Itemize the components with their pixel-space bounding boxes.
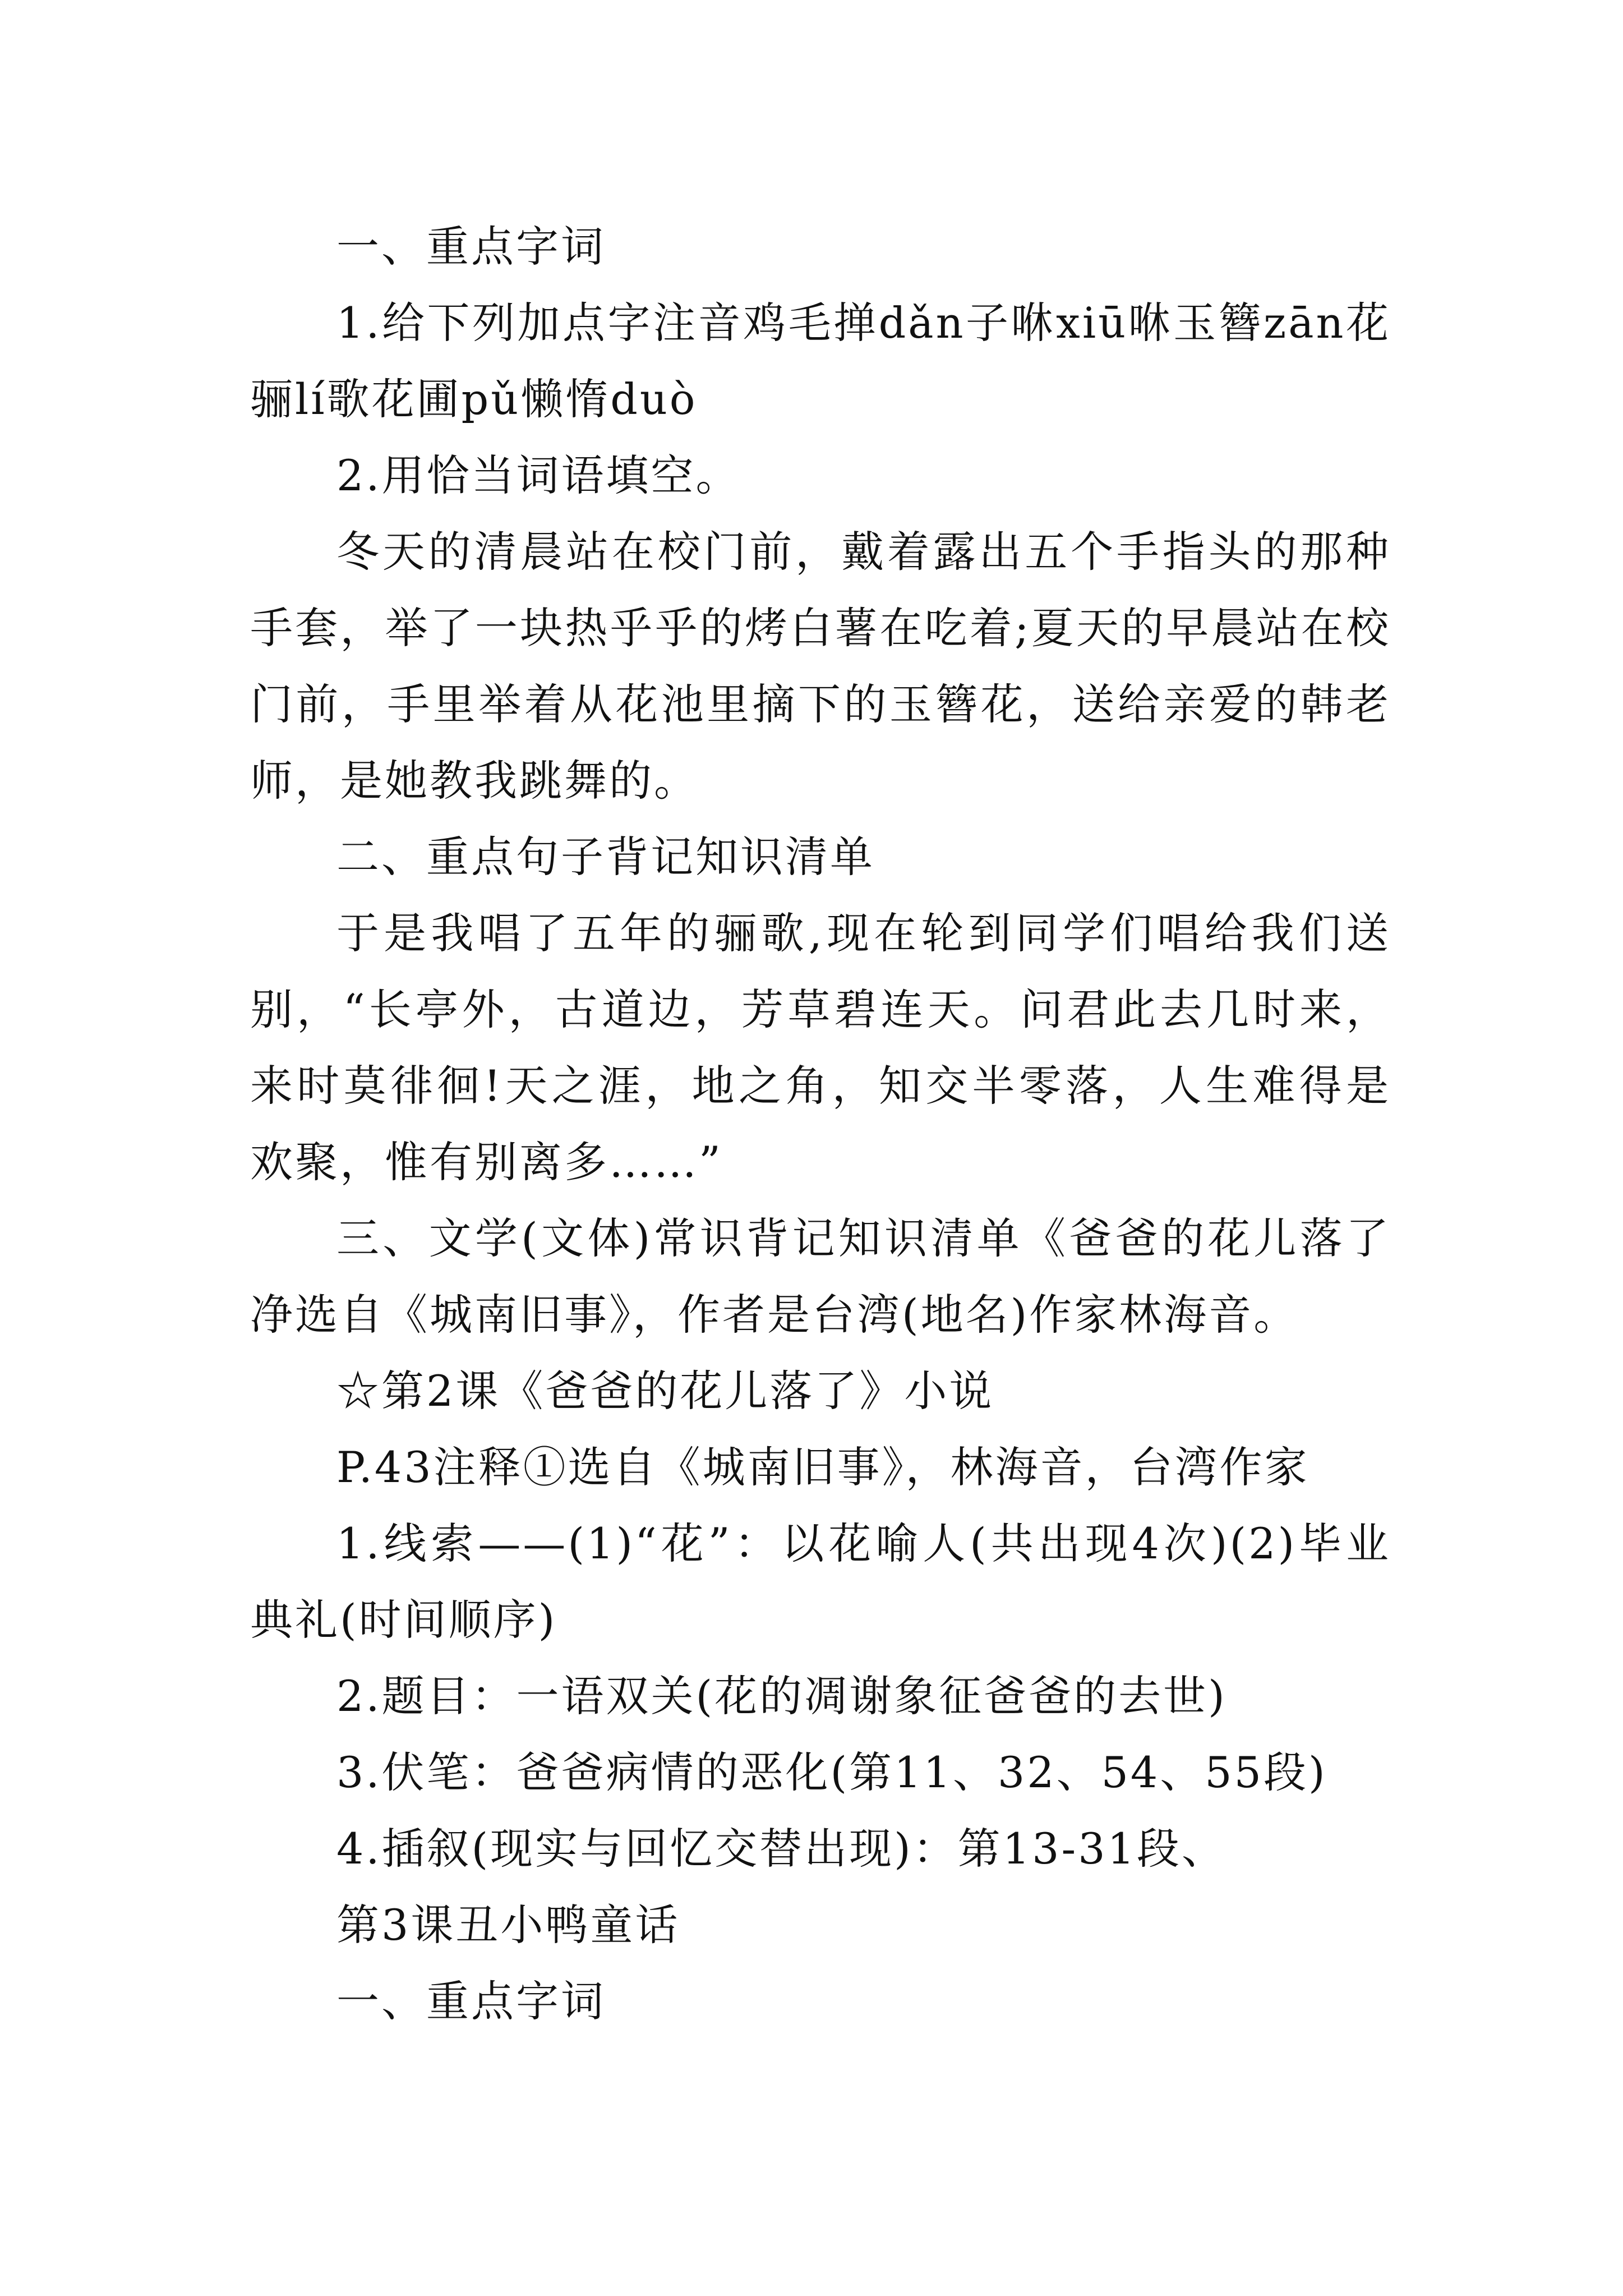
document-body <box>250 209 1391 2040</box>
body-paragraph: 于是我唱了五年的骊歌,现在轮到同学们唱给我们送别，“长亭外，古道边，芳草碧连天。问君此去几时来，来时莫徘徊!天之涯，地之角，知交半零落，人生难得是欢聚，惟有别离多……” <box>250 908 1391 1187</box>
section-heading: 一、重点字词 <box>336 222 606 272</box>
note-line: P.43注释①选自《城南旧事》，林海音，台湾作家 <box>336 1442 1310 1492</box>
list-item: 1.线索——(1)“花”：以花喻人(共出现4次)(2)毕业典礼(时间顺序) <box>250 1519 1391 1645</box>
section-heading: 三、文学(文体)常识背记知识清单《爸爸的花儿落了净选自《城南旧事》，作者是台湾(地名)作家林海音。 <box>250 1213 1391 1340</box>
section-heading: 二、重点句子背记知识清单 <box>336 832 875 882</box>
exercise-item: 1.给下列加点字注音鸡毛掸dǎn子咻xiū咻玉簪zān花骊lí歌花圃pǔ懒惰duò <box>250 298 1391 424</box>
list-item: 3.伏笔：爸爸病情的恶化(第11、32、54、55段) <box>336 1747 1327 1797</box>
exercise-item: 2.用恰当词语填空。 <box>336 450 741 500</box>
lesson-title: 第3课丑小鸭童话 <box>336 1900 680 1950</box>
list-item: 2.题目：一语双关(花的凋谢象征爸爸的去世) <box>336 1671 1227 1721</box>
list-item: 4.插叙(现实与回忆交替出现)：第13-31段、 <box>336 1824 1227 1874</box>
body-paragraph: 冬天的清晨站在校门前，戴着露出五个手指头的那种手套，举了一块热乎乎的烤白薯在吃着;夏天的早晨站在校门前，手里举着从花池里摘下的玉簪花，送给亲爱的韩老师，是她教我跳舞的。 <box>250 527 1391 806</box>
section-heading: 一、重点字词 <box>336 1976 606 2026</box>
lesson-title: ☆第2课《爸爸的花儿落了》小说 <box>336 1366 994 1416</box>
